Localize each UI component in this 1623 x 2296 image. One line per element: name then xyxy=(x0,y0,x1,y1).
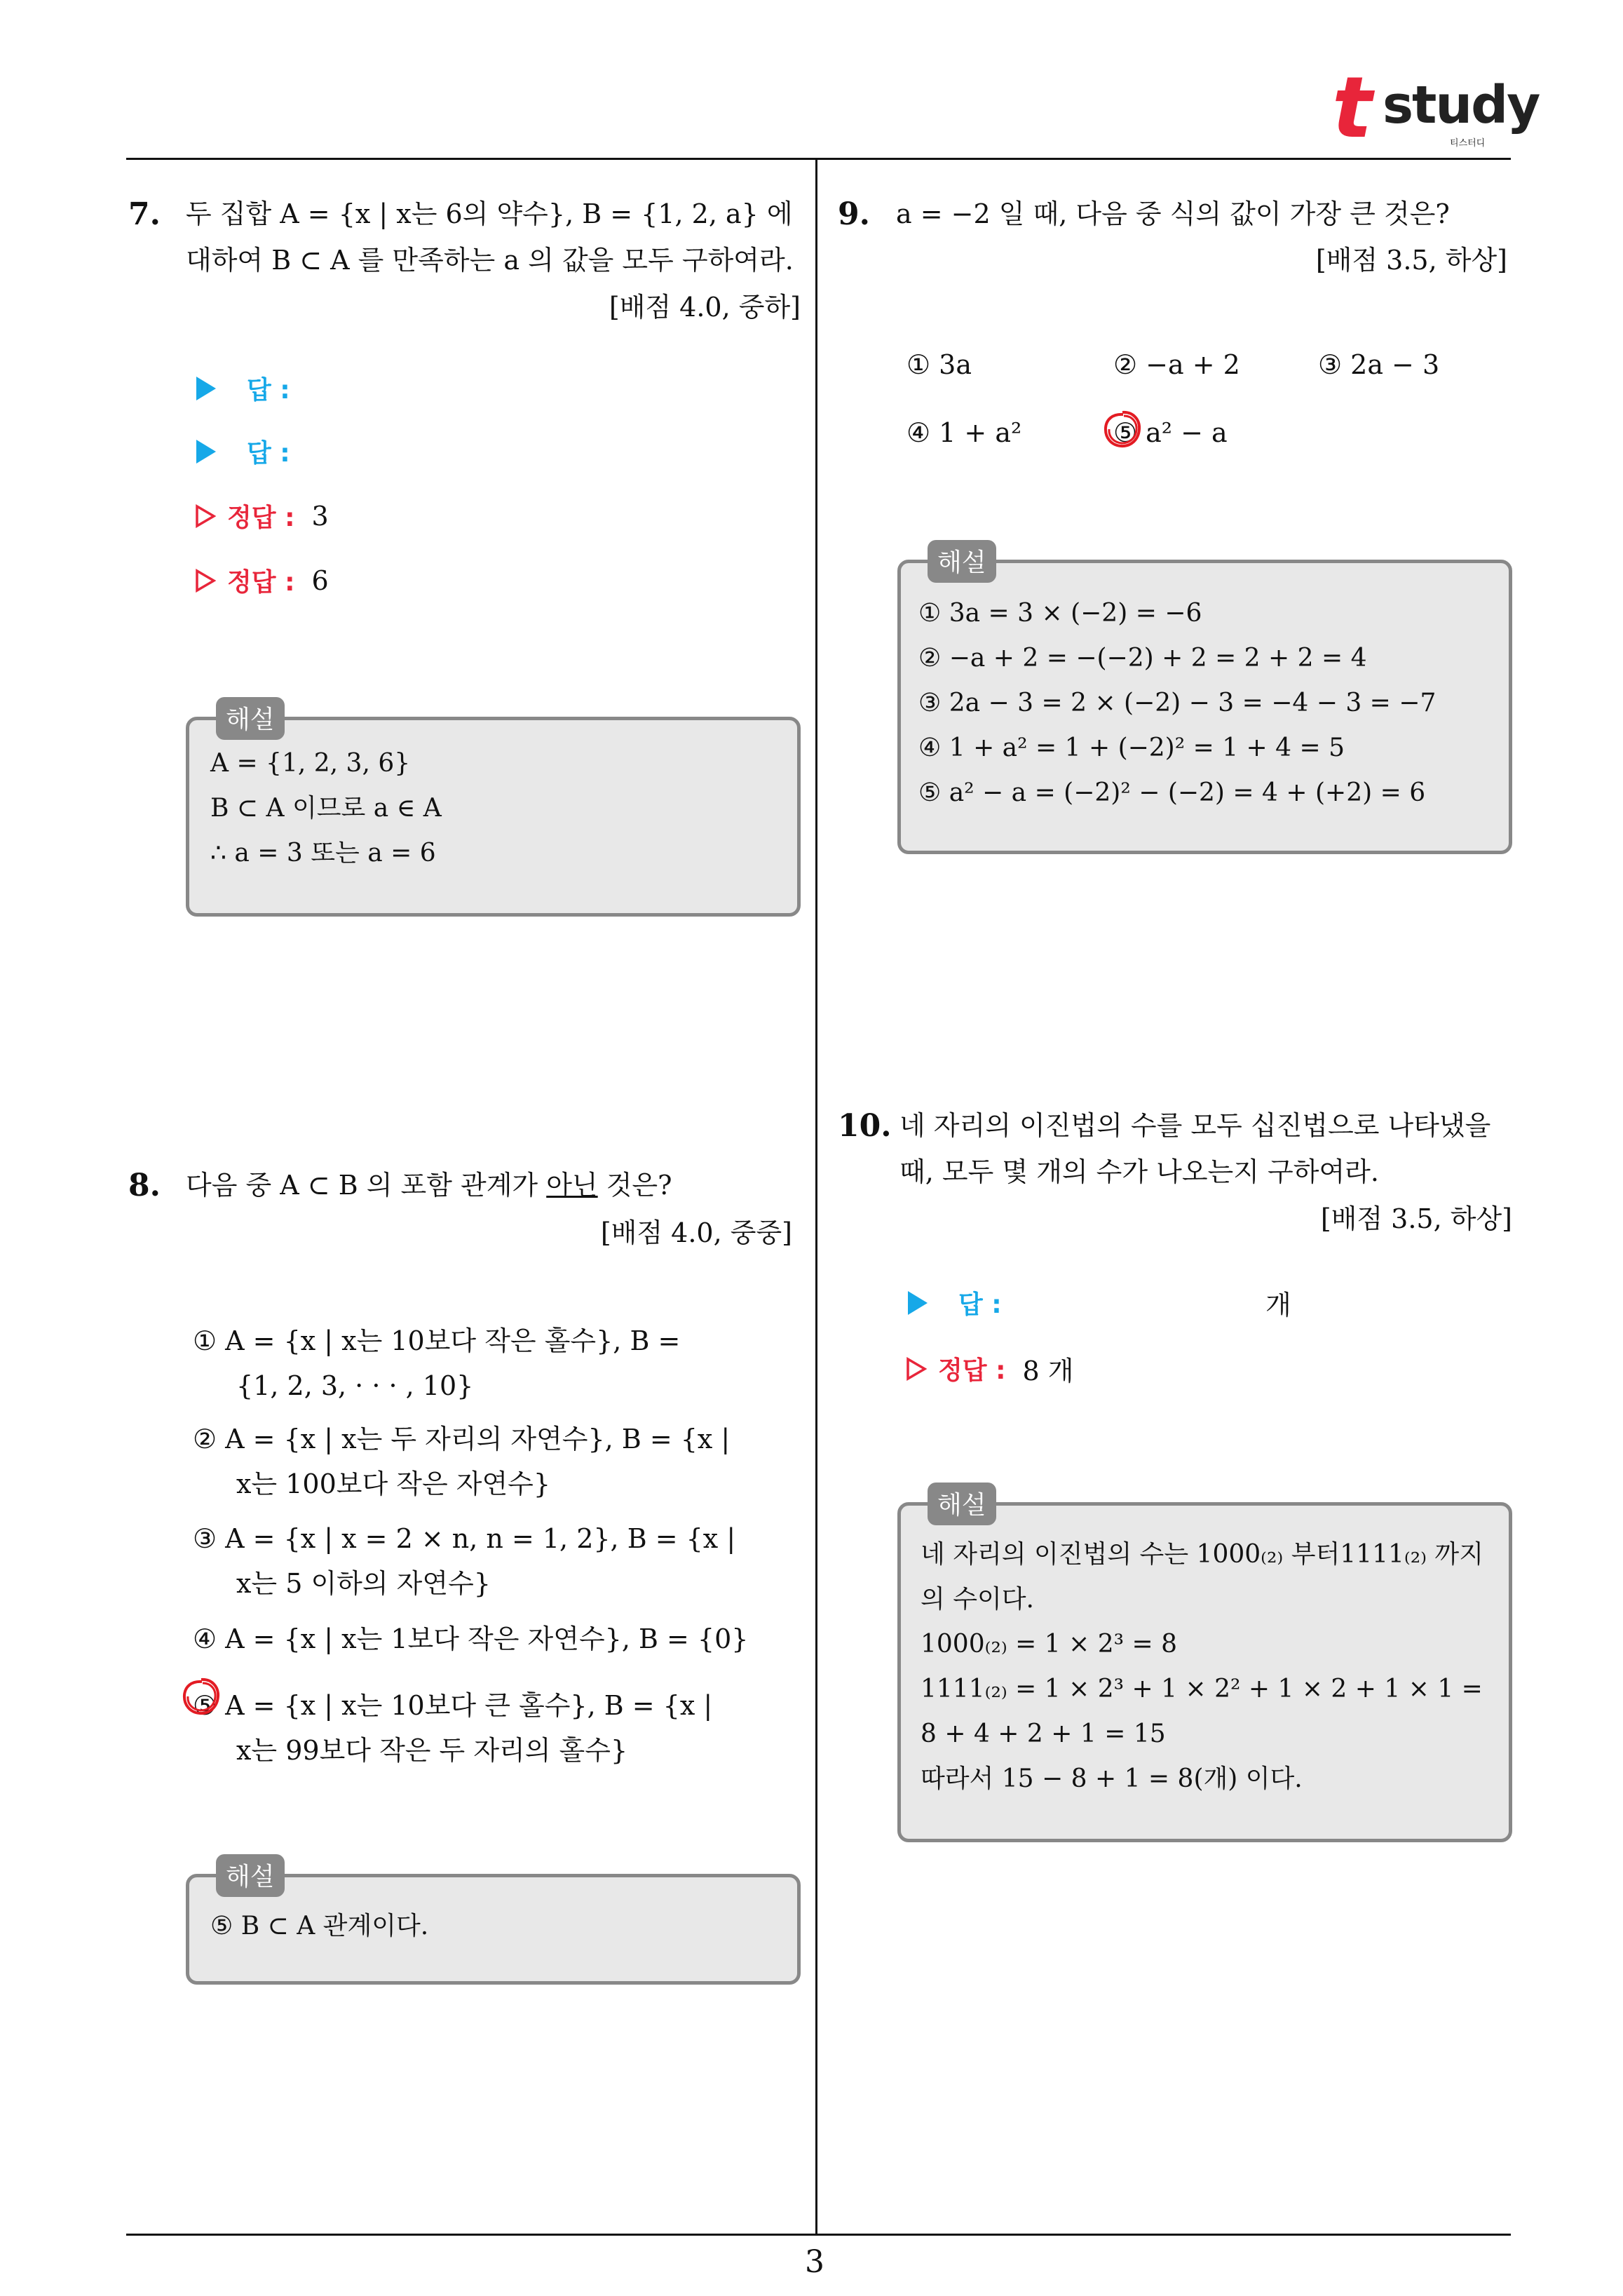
q8-choice-2-line1: ② A = {x | x는 두 자리의 자연수}, B = {x | xyxy=(193,1424,731,1454)
selected-answer-circle-icon xyxy=(181,1676,222,1717)
q10-score: [배점 3.5, 하상] xyxy=(1320,1203,1512,1234)
q9-choice-5[interactable]: ⑤ a² − a xyxy=(1113,417,1228,448)
q8-choice-3[interactable] xyxy=(193,1516,735,1606)
q9-score: [배점 3.5, 하상] xyxy=(1315,245,1507,276)
q8-number: 8. xyxy=(128,1168,161,1203)
q8-choice-4-line1: ④ A = {x | x는 1보다 작은 자연수}, B = {0} xyxy=(193,1623,749,1654)
q7-answer-row-2 xyxy=(196,433,290,469)
q9-solution-box xyxy=(897,548,1512,854)
q10-solution-line: 8 + 4 + 2 + 1 = 15 xyxy=(921,1720,1166,1748)
q9-choice-3[interactable]: ③ 2a − 3 xyxy=(1318,349,1440,380)
q9-solution-line: ④ 1 + a² = 1 + (−2)² = 1 + 4 = 5 xyxy=(918,734,1345,762)
q10-answer-label: 답 : xyxy=(958,1290,1002,1319)
q9-solution-line: ⑤ a² − a = (−2)² − (−2) = 4 + (+2) = 6 xyxy=(918,778,1426,807)
q10-solution-line: 따라서 15 − 8 + 1 = 8(개) 이다. xyxy=(921,1764,1303,1793)
answer-arrow-icon xyxy=(196,440,216,464)
q10-solution-line: 1000₍₂₎ = 1 × 2³ = 8 xyxy=(921,1630,1178,1659)
q8-text-post: 것은? xyxy=(597,1170,672,1201)
q8-text-underlined: 아닌 xyxy=(546,1170,598,1201)
q9-solution-line: ② −a + 2 = −(−2) + 2 = 2 + 2 = 4 xyxy=(918,644,1367,673)
q8-choice-5-line2: x는 99보다 작은 두 자리의 홀수} xyxy=(236,1735,628,1766)
q7-score: [배점 4.0, 중하] xyxy=(609,292,801,323)
q10-line2: 때, 모두 몇 개의 수가 나오는지 구하여라. xyxy=(899,1156,1379,1187)
q8-choice-5[interactable] xyxy=(193,1683,712,1773)
q10-solution-line: 1111₍₂₎ = 1 × 2³ + 1 × 2² + 1 × 2 + 1 × 1 = xyxy=(921,1675,1483,1703)
footer-rule xyxy=(126,2234,1511,2236)
q9-solution-tab: 해설 xyxy=(928,540,996,583)
q9-solution-line: ① 3a = 3 × (−2) = −6 xyxy=(918,599,1202,628)
q7-line2: 대하여 B ⊂ A 를 만족하는 a 의 값을 모두 구하여라. xyxy=(186,245,794,276)
q7-solution-line: A = {1, 2, 3, 6} xyxy=(210,749,411,778)
correct-answer-arrow-icon xyxy=(906,1357,927,1381)
q7-correct-row-2 xyxy=(195,562,329,598)
q7-solution-tab: 해설 xyxy=(216,697,285,740)
q10-correct-row xyxy=(906,1349,1073,1388)
q8-choice-2-line2: x는 100보다 작은 자연수} xyxy=(236,1468,551,1499)
q7-correct-label-2: 정답 : xyxy=(227,568,295,597)
q7-line1: 두 집합 A = {x | x는 6의 약수}, B = {1, 2, a} 에 xyxy=(186,198,793,229)
answer-arrow-icon xyxy=(196,377,216,400)
q10-solution-line: 의 수이다. xyxy=(921,1585,1034,1614)
q8-text-pre: 다음 중 A ⊂ B 의 포함 관계가 xyxy=(186,1170,547,1201)
answer-arrow-icon xyxy=(908,1291,928,1315)
q10-solution-tab: 해설 xyxy=(928,1483,996,1525)
q9-choice-1[interactable]: ① 3a xyxy=(906,349,972,380)
q9-choice-4[interactable]: ④ 1 + a² xyxy=(906,417,1022,448)
q10-solution-line: 네 자리의 이진법의 수는 1000₍₂₎ 부터1111₍₂₎ 까지 xyxy=(921,1540,1483,1569)
logo-word: study xyxy=(1383,75,1540,135)
q8-choice-3-line2: x는 5 이하의 자연수} xyxy=(236,1568,491,1599)
q8-choice-4[interactable] xyxy=(193,1616,748,1661)
q7-solution-box xyxy=(186,705,801,917)
q8-choice-2[interactable] xyxy=(193,1417,730,1506)
q7-answer-row-1 xyxy=(196,370,290,406)
q8-choice-1[interactable] xyxy=(193,1318,680,1408)
q7-correct-label: 정답 : xyxy=(227,504,295,532)
q7-text xyxy=(186,191,803,283)
q9-number: 9. xyxy=(838,196,870,232)
q9-choice-2[interactable]: ② −a + 2 xyxy=(1113,349,1240,380)
q8-choice-1-line1: ① A = {x | x는 10보다 작은 홀수}, B = xyxy=(193,1325,681,1356)
q7-correct-value-2: 6 xyxy=(311,565,329,596)
q7-solution-line: B ⊂ A 이므로 a ∈ A xyxy=(210,794,442,823)
logo-subtext: 티스터디 xyxy=(1450,138,1486,149)
q8-text xyxy=(186,1162,803,1208)
selected-answer-circle-icon xyxy=(1102,409,1143,450)
q7-answer-label: 답 : xyxy=(247,376,290,405)
correct-answer-arrow-icon xyxy=(195,504,216,528)
q8-solution-box xyxy=(186,1863,801,1985)
q10-solution-box xyxy=(897,1491,1512,1842)
header-rule xyxy=(126,158,1511,160)
q7-correct-value-1: 3 xyxy=(311,500,329,532)
q10-line1: 네 자리의 이진법의 수를 모두 십진법으로 나타냈을 xyxy=(899,1110,1491,1141)
q7-answer-label-2: 답 : xyxy=(247,439,290,468)
column-divider xyxy=(815,159,817,2234)
q8-choice-3-line1: ③ A = {x | x = 2 × n, n = 1, 2}, B = {x | xyxy=(193,1523,736,1554)
q8-solution-line: ⑤ B ⊂ A 관계이다. xyxy=(210,1912,429,1940)
q10-answer-unit: 개 xyxy=(1265,1290,1291,1321)
q10-text xyxy=(899,1102,1516,1195)
q7-correct-row-1 xyxy=(195,498,329,534)
q8-choice-1-line2: {1, 2, 3, · · · , 10} xyxy=(236,1370,474,1401)
q10-correct-label: 정답 : xyxy=(938,1356,1006,1385)
q10-number: 10. xyxy=(838,1108,892,1144)
q9-line1: a = −2 일 때, 다음 중 식의 값이 가장 큰 것은? xyxy=(896,198,1450,229)
logo-t-letter: t xyxy=(1332,60,1373,157)
tstudy-logo xyxy=(1332,60,1540,157)
page-number: 3 xyxy=(805,2244,824,2280)
q10-correct-value: 8 개 xyxy=(1022,1356,1074,1386)
q7-solution-line: ∴ a = 3 또는 a = 6 xyxy=(210,839,436,867)
q8-choice-5-line1: ⑤ A = {x | x는 10보다 큰 홀수}, B = {x | xyxy=(193,1690,713,1721)
q8-solution-tab: 해설 xyxy=(216,1854,285,1897)
q10-answer-row xyxy=(908,1285,1329,1321)
correct-answer-arrow-icon xyxy=(195,569,216,593)
q9-solution-line: ③ 2a − 3 = 2 × (−2) − 3 = −4 − 3 = −7 xyxy=(918,689,1437,717)
q8-score: [배점 4.0, 중중] xyxy=(600,1217,792,1248)
q7-number: 7. xyxy=(128,196,161,232)
